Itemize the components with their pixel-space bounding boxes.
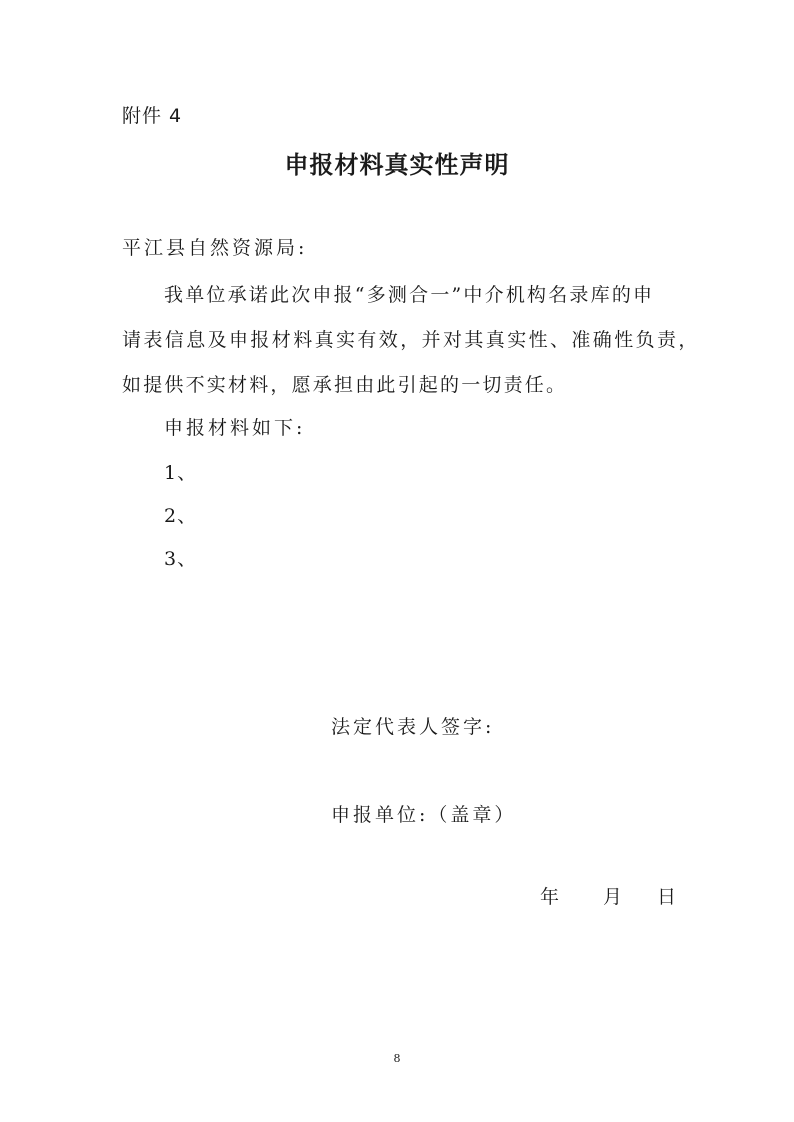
document-title: 申报材料真实性声明 — [284, 151, 510, 179]
attachment-label: 附件 4 — [122, 105, 183, 127]
date-line — [540, 882, 676, 909]
body-line: 我单位承诺此次申报“多测合一”中介机构名录库的申 — [164, 284, 655, 306]
signature-label: 法定代表人签字: — [331, 716, 495, 738]
date-year-label: 年 — [540, 886, 560, 908]
materials-item: 1、 — [164, 462, 198, 484]
addressee: 平江县自然资源局: — [122, 237, 308, 259]
materials-item: 3、 — [164, 548, 198, 570]
materials-intro: 申报材料如下: — [164, 417, 306, 439]
body-line: 请表信息及申报材料真实有效，并对其真实性、准确性负责， — [122, 329, 700, 351]
date-day-label: 日 — [657, 886, 677, 908]
unit-seal-label: 申报单位:（盖章） — [331, 804, 517, 826]
date-month-label: 月 — [603, 886, 623, 908]
materials-item: 2、 — [164, 505, 198, 527]
page-number: 8 — [393, 1052, 401, 1065]
body-line: 如提供不实材料，愿承担由此引起的一切责任。 — [122, 374, 568, 396]
